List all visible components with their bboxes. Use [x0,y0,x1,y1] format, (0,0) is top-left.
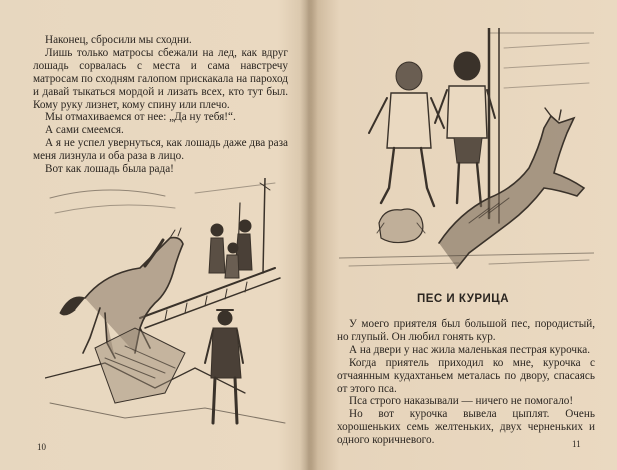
left-page-text [33,34,288,176]
paragraph: Лишь только матросы сбежали на лед, как вдруг лошадь сорвалась с места и сама навстречу матросам по сходням галопом прискакала на пароход и давай тыкаться мордой и лизать всех, кто тут был. Кому руку лизнет, кому спину или плечо. [33,46,288,111]
right-page [309,0,617,470]
paragraph: А сами смеемся. [45,124,124,137]
paragraph: Мы отмахиваемся от нее: „Да ну тебя!“. [45,111,236,124]
horse-on-ice-illustration [45,178,290,430]
story-title: ПЕС И КУРИЦА [417,293,509,305]
paragraph: Наконец, сбросили мы сходни. [45,34,192,46]
boys-and-dog-illustration [339,28,594,273]
paragraph: У моего приятеля был большой пес, породистый, но глупый. Он любил гонять кур. [337,318,595,343]
paragraph: Когда приятель приходил ко мне, курочка с отчаянным кудахтаньем металась по двору, спасаясь от этого пса. [337,356,595,395]
paragraph: А на двери у нас жила маленькая пестрая курочка. [349,343,591,356]
paragraph: Пса строго наказывали — ничего не помогало! [349,395,574,408]
paragraph: Вот как лошадь была рада! [45,163,174,176]
left-page [0,0,308,470]
right-page-text [337,318,595,447]
page-number: 11 [572,439,581,449]
paragraph: А я не успел увернуться, как лошадь даже два раза меня лизнула и оба раза в лицо. [33,137,288,163]
page-number: 10 [37,442,46,452]
paragraph: Но вот курочка вывела цыплят. Очень хорошеньких семь желтеньких, двух черненьких и одного коричневого. [337,408,595,447]
